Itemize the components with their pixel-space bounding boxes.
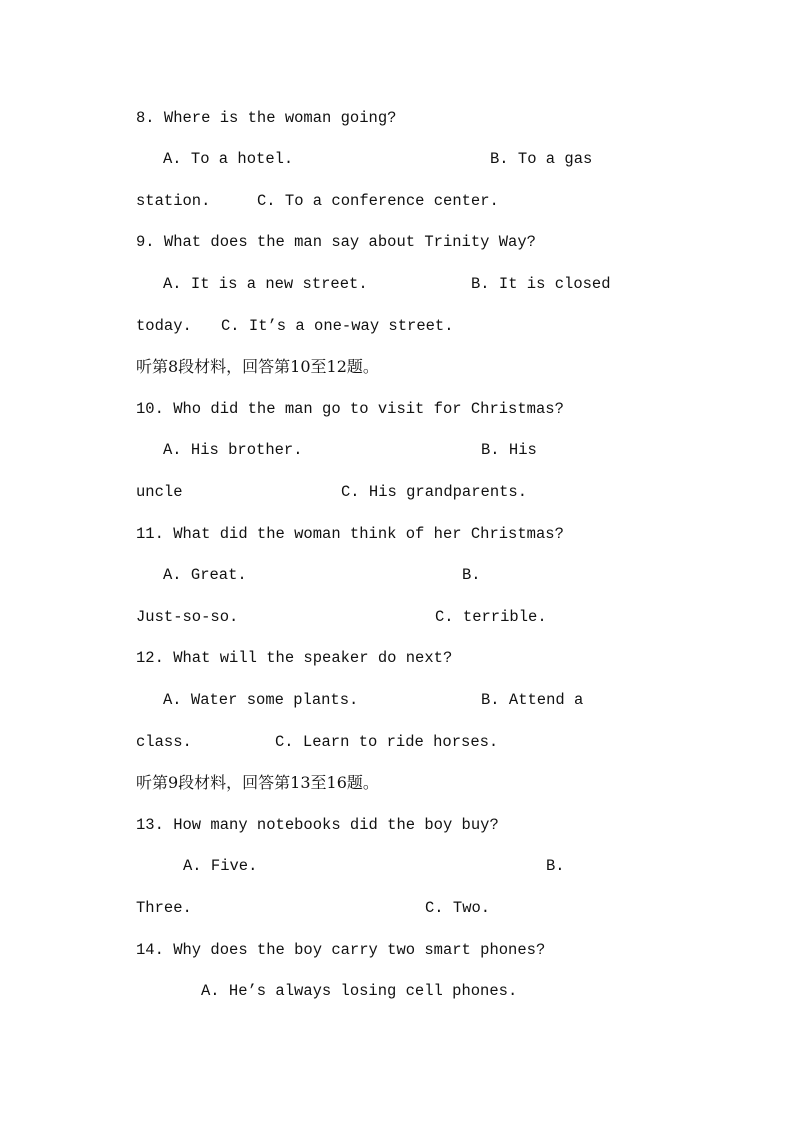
question-9-option-a: A. It is a new street. (163, 275, 368, 293)
question-14-stem: 14. Why does the boy carry two smart phones? (136, 941, 546, 959)
question-11-option-b: B. (462, 566, 481, 584)
question-8-option-c: C. To a conference center. (257, 192, 499, 210)
question-13-option-b-continued: Three. (136, 899, 192, 917)
question-10-option-b: B. His (481, 441, 537, 459)
question-9-option-c: C. It’s a one-way street. (221, 317, 454, 335)
question-13-option-b: B. (546, 857, 565, 875)
question-9-option-b: B. It is closed (471, 275, 611, 293)
question-11-option-a: A. Great. (163, 566, 247, 584)
question-10-stem: 10. Who did the man go to visit for Christmas? (136, 400, 564, 418)
question-8-stem: 8. Where is the woman going? (136, 109, 397, 127)
question-13-option-a: A. Five. (183, 857, 258, 875)
question-11-stem: 11. What did the woman think of her Christmas? (136, 525, 564, 543)
question-11-option-c: C. terrible. (435, 608, 547, 626)
question-13-option-c: C. Two. (425, 899, 491, 917)
question-10-option-c: C. His grandparents. (341, 483, 528, 501)
question-12-option-b: B. Attend a (481, 691, 584, 709)
question-8-option-b-continued: station. (136, 192, 211, 210)
section-8-instruction: 听第8段材料，回答第10至12题。 (136, 357, 379, 376)
question-9-stem: 9. What does the man say about Trinity Way? (136, 233, 536, 251)
question-8-option-a: A. To a hotel. (163, 150, 294, 168)
question-8-option-b: B. To a gas (490, 150, 593, 168)
question-13-stem: 13. How many notebooks did the boy buy? (136, 816, 499, 834)
question-12-stem: 12. What will the speaker do next? (136, 649, 453, 667)
question-12-option-c: C. Learn to ride horses. (275, 733, 499, 751)
question-12-option-b-continued: class. (136, 733, 192, 751)
question-14-option-a: A. He’s always losing cell phones. (201, 982, 518, 1000)
question-10-option-b-continued: uncle (136, 483, 183, 501)
section-9-instruction: 听第9段材料，回答第13至16题。 (136, 773, 379, 792)
question-9-option-b-continued: today. (136, 317, 192, 335)
question-12-option-a: A. Water some plants. (163, 691, 359, 709)
question-11-option-b-continued: Just-so-so. (136, 608, 239, 626)
question-10-option-a: A. His brother. (163, 441, 303, 459)
